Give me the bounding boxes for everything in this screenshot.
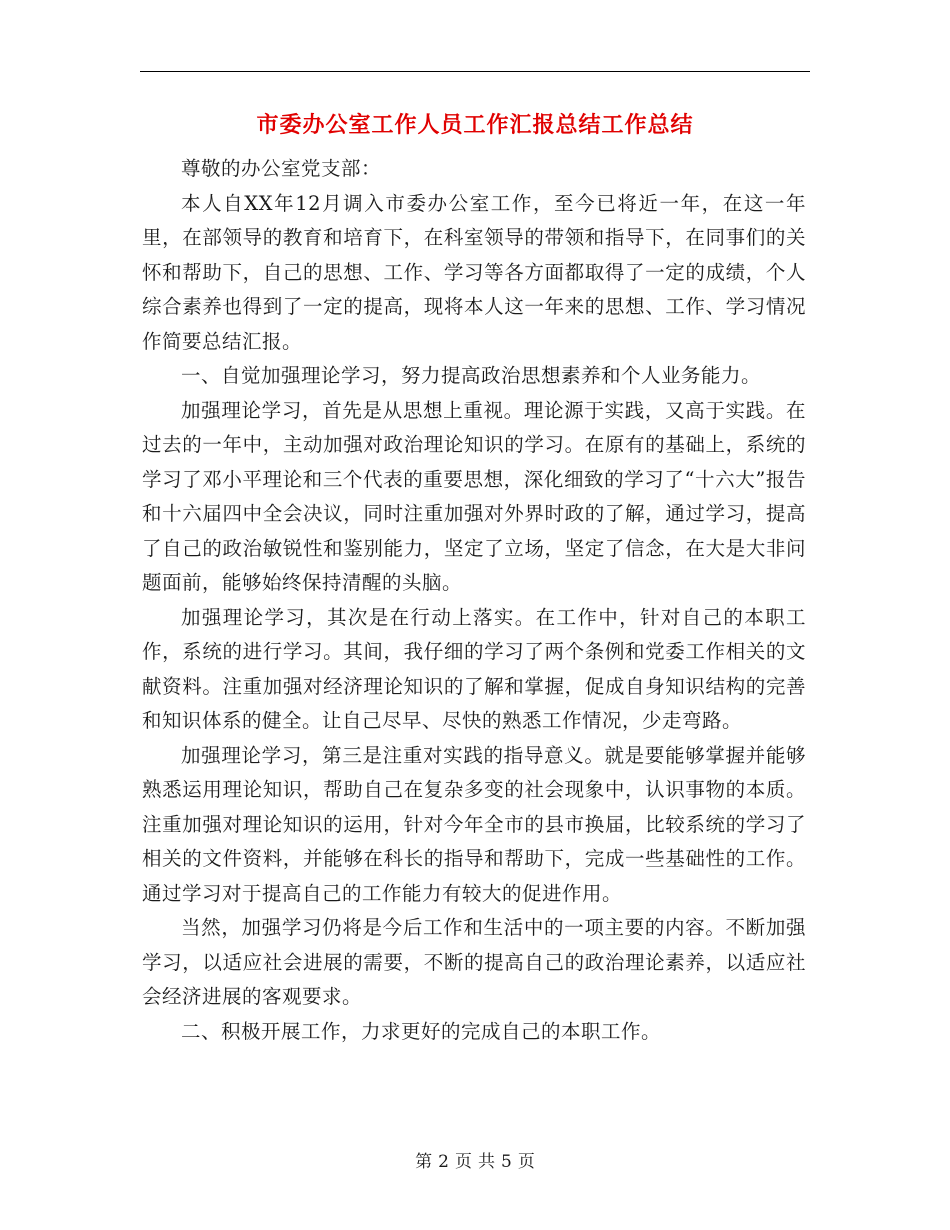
body-paragraph: 当然，加强学习仍将是今后工作和生活中的一项主要的内容。不断加强学习，以适应社会进展的需要，不断的提高自己的政治理论素养，以适应社会经济进展的客观要求。	[142, 916, 806, 1008]
body-paragraph: 本人自XX年12月调入市委办公室工作，至今已将近一年，在这一年里，在部领导的教育和培育下，在科室领导的带领和指导下，在同事们的关怀和帮助下，自己的思想、工作、学习等各方面都取得了一定的成绩，个人综合素养也得到了一定的提高，现将本人这一年来的思想、工作、学习情况作简要总结汇报。	[142, 191, 806, 353]
header-rule	[140, 71, 810, 72]
salutation: 尊敬的办公室党支部：	[181, 157, 382, 180]
document-body	[142, 152, 806, 1049]
total-pages-number: 5	[501, 1152, 512, 1172]
section-heading: 二、积极开展工作，力求更好的完成自己的本职工作。	[181, 1019, 662, 1043]
page-footer	[0, 1150, 950, 1174]
footer-page-word: 页	[455, 1152, 472, 1172]
footer-total-word: 共	[478, 1152, 495, 1172]
body-paragraph: 加强理论学习，第三是注重对实践的指导意义。就是要能够掌握并能够熟悉运用理论知识，帮助自己在复杂多变的社会现象中，认识事物的本质。注重加强对理论知识的运用，针对今年全市的县市换届，比较系统的学习了相关的文件资料，并能够在科长的指导和帮助下，完成一些基础性的工作。通过学习对于提高自己的工作能力有较大的促进作用。	[142, 743, 806, 905]
body-paragraph: 加强理论学习，首先是从思想上重视。理论源于实践，又高于实践。在过去的一年中，主动加强对政治理论知识的学习。在原有的基础上，系统的学习了邓小平理论和三个代表的重要思想，深化细致的学习了“十六大”报告和十六届四中全会决议，同时注重加强对外界时政的了解，通过学习，提高了自己的政治敏锐性和鉴别能力，坚定了立场，坚定了信念，在大是大非问题面前，能够始终保持清醒的头脑。	[142, 398, 806, 594]
footer-suffix: 页	[517, 1152, 535, 1172]
document-title: 市委办公室工作人员工作汇报总结工作总结	[256, 113, 694, 138]
section-heading: 一、自觉加强理论学习，努力提高政治思想素养和个人业务能力。	[181, 364, 762, 387]
current-page-number: 2	[438, 1152, 449, 1172]
body-paragraph: 加强理论学习，其次是在行动上落实。在工作中，针对自己的本职工作，系统的进行学习。其间，我仔细的学习了两个条例和党委工作相关的文献资料。注重加强对经济理论知识的了解和掌握，促成自身知识结构的完善和知识体系的健全。让自己尽早、尽快的熟悉工作情况，少走弯路。	[142, 605, 806, 732]
footer-prefix: 第	[415, 1152, 433, 1172]
